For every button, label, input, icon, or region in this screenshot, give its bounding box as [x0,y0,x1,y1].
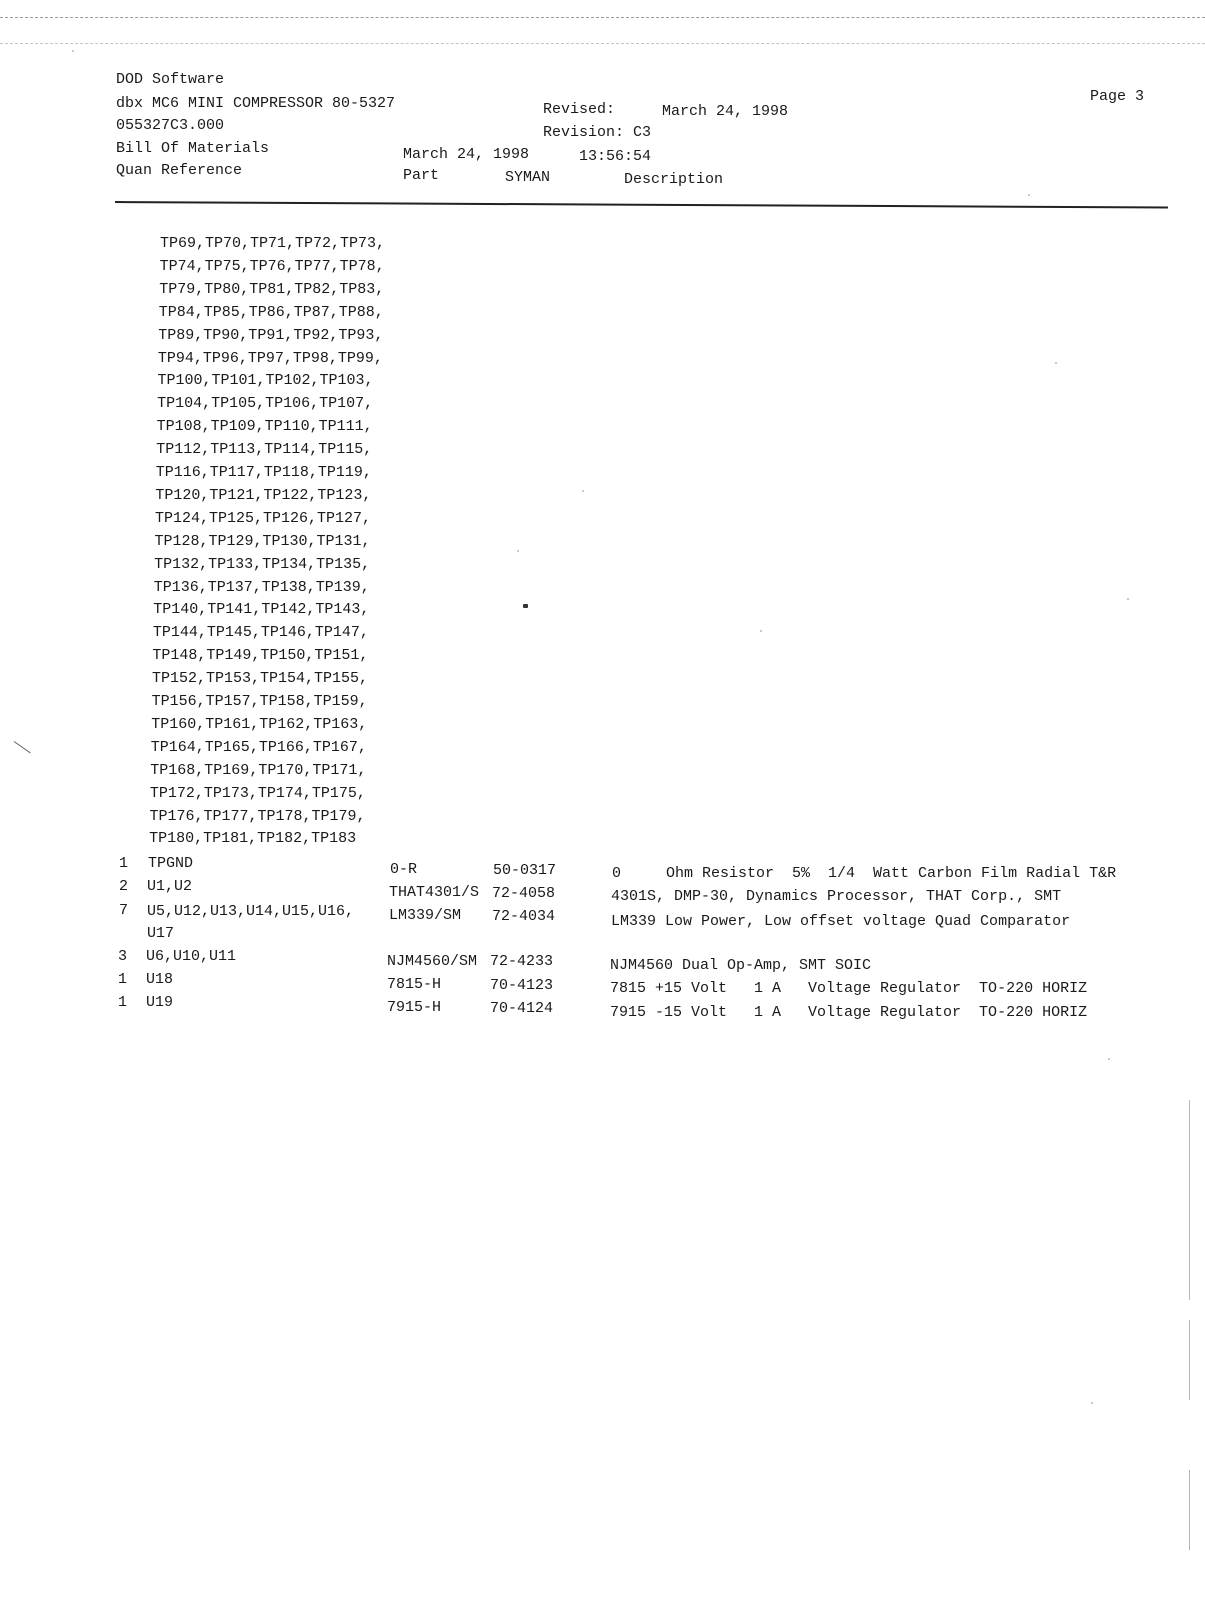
item-syman: 72-4233 [490,953,554,970]
test-point-line: TP136,TP137,TP138,TP139, [153,578,370,596]
scan-speck [1091,1402,1093,1404]
test-point-line: TP172,TP173,TP174,TP175, [149,784,366,802]
item-description: 4301S, DMP-30, Dynamics Processor, THAT Corp., SMT [611,888,1062,905]
item-syman: 70-4123 [490,977,554,994]
item-quantity: 1 [119,855,129,872]
product-title: dbx MC6 MINI COMPRESSOR 80-5327 [116,95,396,112]
item-description: 0 Ohm Resistor 5% 1/4 Watt Carbon Film Radial T&R [612,865,1117,882]
item-description: 7815 +15 Volt 1 A Voltage Regulator TO-220 HORIZ [610,980,1088,997]
column-part: Part [403,167,440,184]
item-description: LM339 Low Power, Low offset voltage Quad Comparator [611,913,1071,930]
scan-speck [1127,598,1129,600]
test-point-line: TP116,TP117,TP118,TP119, [155,464,372,481]
column-quan-reference: Quan Reference [116,162,243,179]
item-part: 7815-H [387,976,442,993]
scan-speck [760,630,762,632]
file-name: 055327C3.000 [116,117,225,134]
scan-edge-right [1189,1470,1190,1550]
test-point-line: TP156,TP157,TP158,TP159, [151,693,368,710]
item-reference: U18 [146,971,174,988]
item-part: THAT4301/S [389,884,480,901]
test-point-line: TP69,TP70,TP71,TP72,TP73, [160,235,386,252]
column-description: Description [624,171,724,188]
revision-label: Revision: C3 [543,124,652,141]
test-point-line: TP152,TP153,TP154,TP155, [152,670,369,688]
test-point-line: TP176,TP177,TP178,TP179, [149,807,366,825]
page-number: Page 3 [1090,88,1145,105]
scan-edge-line-top [0,17,1205,18]
test-point-line: TP89,TP90,TP91,TP92,TP93, [158,326,384,344]
test-point-line: TP108,TP109,TP110,TP111, [156,418,373,436]
item-part: 0-R [390,861,418,878]
test-point-line: TP148,TP149,TP150,TP151, [152,647,369,665]
company-name: DOD Software [116,71,225,88]
test-point-line: TP144,TP145,TP146,TP147, [152,624,369,642]
item-part: NJM4560/SM [387,953,478,970]
print-date: March 24, 1998 [403,146,530,163]
item-syman: 70-4124 [490,1000,554,1017]
scan-edge-line-second [0,43,1205,44]
test-point-line: TP124,TP125,TP126,TP127, [155,509,372,527]
column-syman: SYMAN [505,169,551,186]
item-quantity: 7 [119,902,129,919]
scan-speck [582,490,584,492]
document-type: Bill Of Materials [116,140,270,157]
revised-date: March 24, 1998 [662,103,789,120]
item-syman: 72-4058 [492,885,556,902]
item-quantity: 1 [118,971,128,988]
print-time: 13:56:54 [579,148,652,165]
item-reference-continued: U17 [147,925,175,942]
item-reference: U1,U2 [147,878,193,895]
test-point-line: TP160,TP161,TP162,TP163, [151,715,368,733]
test-point-line: TP140,TP141,TP142,TP143, [153,601,370,619]
item-description: NJM4560 Dual Op-Amp, SMT SOIC [610,957,872,974]
item-description: 7915 -15 Volt 1 A Voltage Regulator TO-220 HORIZ [610,1004,1088,1021]
test-point-line: TP84,TP85,TP86,TP87,TP88, [158,303,384,321]
item-syman: 50-0317 [493,862,557,879]
scan-edge-right [1189,1320,1190,1400]
test-point-line: TP180,TP181,TP182,TP183 [149,830,357,848]
test-point-line: TP100,TP101,TP102,TP103, [157,372,374,390]
item-reference: U6,U10,U11 [146,948,237,965]
test-point-line: TP79,TP80,TP81,TP82,TP83, [159,280,385,298]
scan-speck [1108,1058,1110,1060]
header-divider [115,201,1168,209]
scan-edge-right [1189,1100,1190,1300]
test-point-line: TP104,TP105,TP106,TP107, [157,395,374,413]
test-point-line: TP128,TP129,TP130,TP131, [154,532,371,550]
test-point-line: TP132,TP133,TP134,TP135, [154,555,371,573]
scan-speck [523,604,528,608]
scan-speck [1055,362,1057,364]
item-reference: TPGND [148,855,194,872]
item-part: LM339/SM [389,907,462,924]
scan-mark [14,741,31,753]
item-reference: U5,U12,U13,U14,U15,U16, [147,903,355,920]
scan-speck [1028,194,1030,196]
test-point-line: TP74,TP75,TP76,TP77,TP78, [159,257,385,275]
revised-label: Revised: [543,101,616,118]
item-syman: 72-4034 [492,908,556,925]
scan-speck [72,50,74,52]
test-point-line: TP164,TP165,TP166,TP167, [150,738,367,756]
item-quantity: 3 [118,948,128,965]
test-point-line: TP168,TP169,TP170,TP171, [150,761,367,779]
item-quantity: 2 [119,878,129,895]
item-part: 7915-H [387,999,442,1016]
test-point-line: TP112,TP113,TP114,TP115, [156,441,373,459]
scan-speck [517,550,519,552]
item-quantity: 1 [118,994,128,1011]
item-reference: U19 [146,994,174,1011]
test-point-line: TP120,TP121,TP122,TP123, [155,486,372,504]
test-point-line: TP94,TP96,TP97,TP98,TP99, [157,349,383,367]
